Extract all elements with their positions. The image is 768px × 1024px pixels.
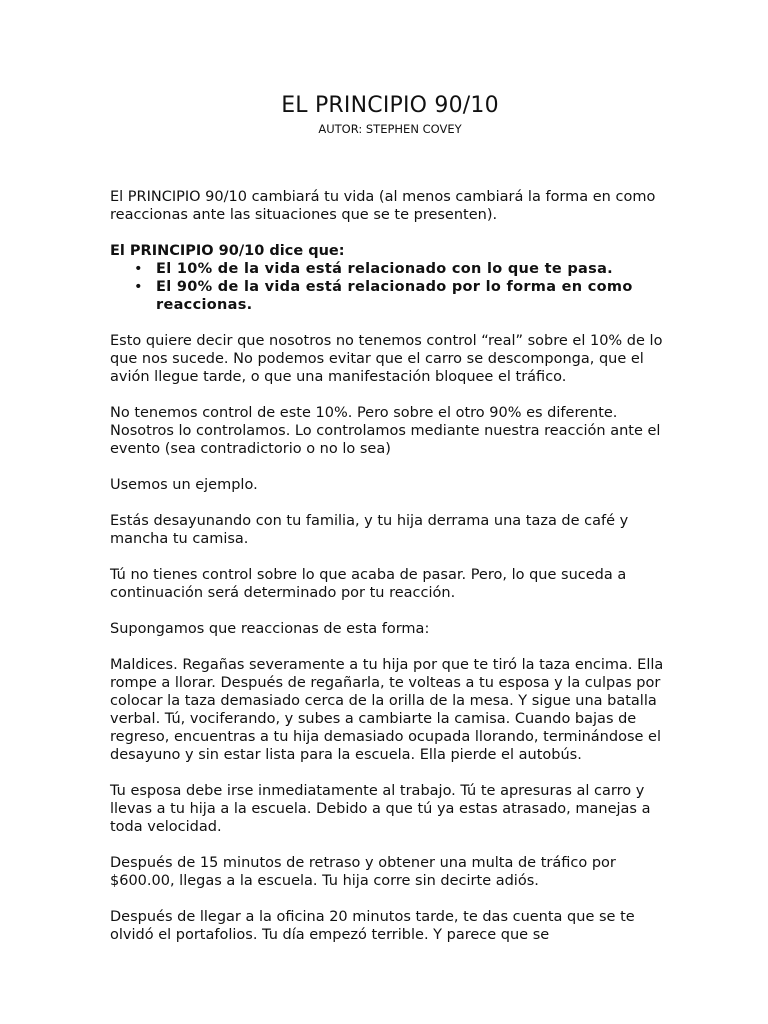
body-paragraph: Usemos un ejemplo. (110, 477, 258, 493)
principle-bullet (134, 260, 670, 278)
body-paragraph: Supongamos que reaccionas de esta forma: (110, 621, 430, 637)
document-title: EL PRINCIPIO 90/10 (281, 93, 499, 118)
body-paragraph: Maldices. Regañas severamente a tu hija por que te tiró la taza encima. Ella rompe a llorar. Después de regañarla, te volteas a tu esposa y la culpas por colocar la taza demasiado cerca de la orilla de la mesa. Y sigue una batalla verbal. Tú, vociferando, y subes a cambiarte la camisa. Cuando bajas de regreso, encuentras a tu hija demasiado ocupada llorando, terminándose el desayuno y sin estar lista para la escuela. Ella pierde el autobús. (110, 657, 664, 763)
body-paragraph: Tu esposa debe irse inmediatamente al trabajo. Tú te apresuras al carro y llevas a tu hija a la escuela. Debido a que tú ya estas atrasado, manejas a toda velocidad. (110, 783, 651, 835)
body-paragraph: Esto quiere decir que nosotros no tenemos control “real” sobre el 10% de lo que nos sucede. No podemos evitar que el carro se descomponga, que el avión llegue tarde, o que una manifestación bloquee el tráfico. (110, 333, 663, 385)
bullet-text: El 10% de la vida está relacionado con lo que te pasa. (156, 261, 613, 277)
body-paragraph: No tenemos control de este 10%. Pero sobre el otro 90% es diferente. Nosotros lo controlamos. Lo controlamos mediante nuestra reacción ante el evento (sea contradictorio o no lo sea) (110, 405, 661, 457)
body-paragraph: Estás desayunando con tu familia, y tu hija derrama una taza de café y mancha tu camisa. (110, 513, 629, 547)
principle-heading: El PRINCIPIO 90/10 dice que: (110, 243, 345, 259)
intro-paragraph: El PRINCIPIO 90/10 cambiará tu vida (al menos cambiará la forma en como reaccionas ante las situaciones que se te presenten). (110, 189, 656, 223)
bullet-icon: • (134, 261, 143, 277)
body-paragraph: Después de 15 minutos de retraso y obtener una multa de tráfico por $600.00, llegas a la escuela. Tu hija corre sin decirte adiós. (110, 855, 616, 889)
principle-list (110, 260, 670, 314)
body-paragraph: Después de llegar a la oficina 20 minutos tarde, te das cuenta que se te olvidó el portafolios. Tu día empezó terrible. Y parece que se (110, 909, 635, 943)
principle-bullet (134, 278, 670, 314)
document-author: AUTOR: STEPHEN COVEY (318, 122, 462, 136)
bullet-icon: • (134, 279, 143, 295)
body-paragraph: Tú no tienes control sobre lo que acaba de pasar. Pero, lo que suceda a continuación será determinado por tu reacción. (110, 567, 627, 601)
bullet-text: El 90% de la vida está relacionado por lo forma en como reaccionas. (156, 279, 633, 313)
document-page (110, 92, 670, 944)
